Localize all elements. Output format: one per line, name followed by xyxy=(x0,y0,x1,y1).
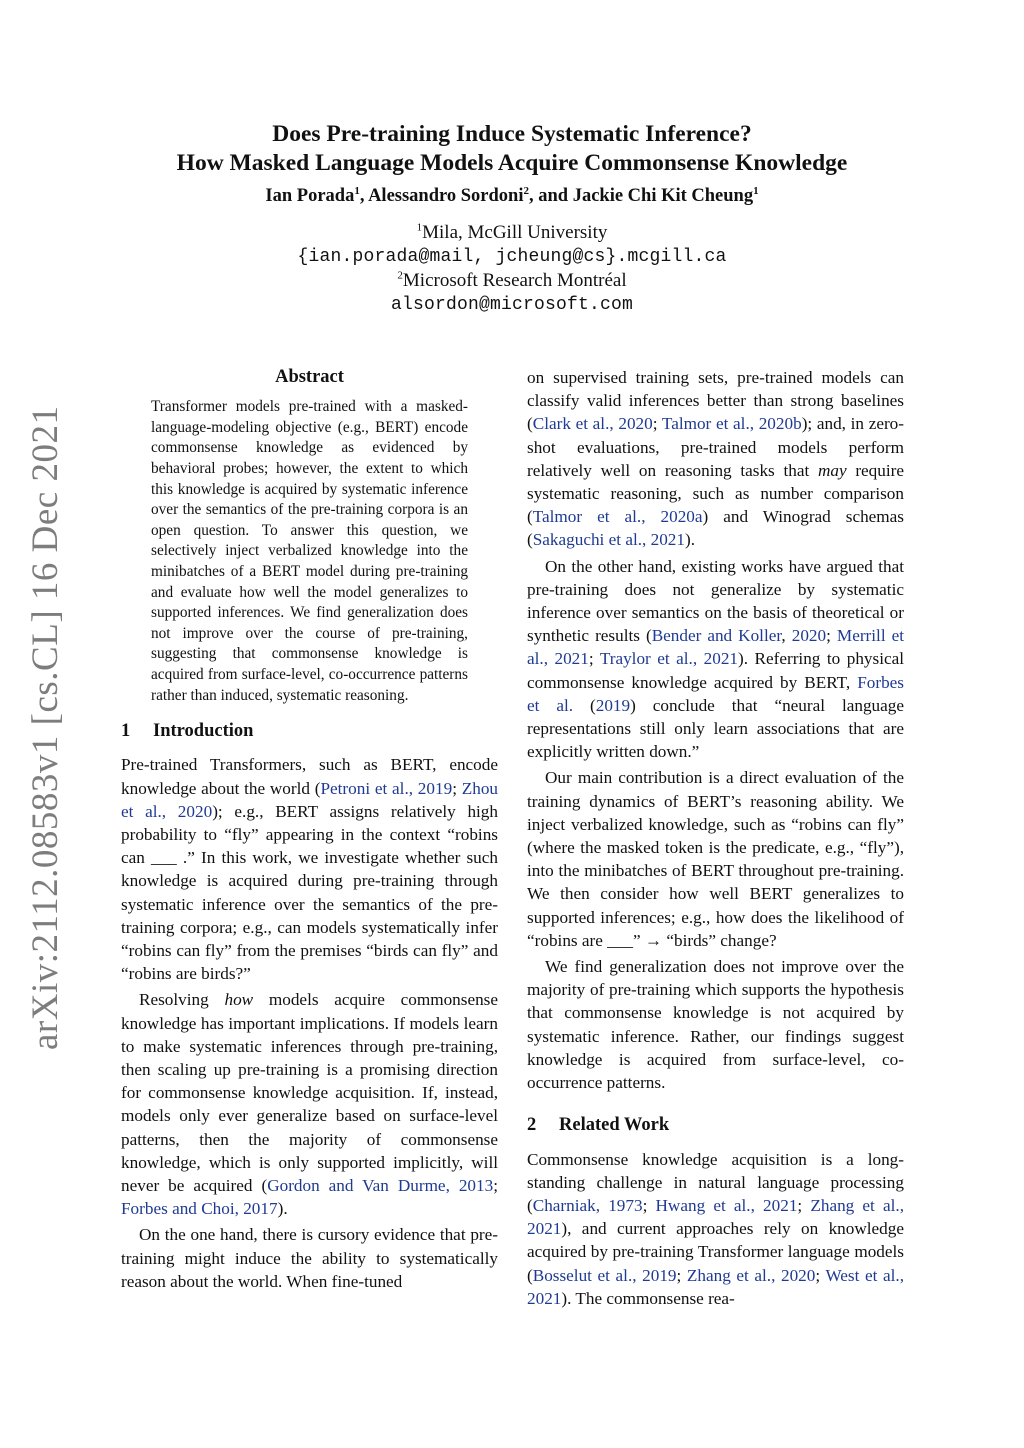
citation-link[interactable]: Forbes et al. xyxy=(527,672,904,715)
section-number: 1 xyxy=(121,721,131,742)
body-text: require systematic reasoning, such as number comparison ( xyxy=(527,460,904,527)
body-text: ; xyxy=(815,1265,826,1285)
body-text: ; xyxy=(676,1265,687,1285)
body-text: ; xyxy=(452,778,462,798)
author-affiliation-mark: 1 xyxy=(753,184,759,197)
paragraph xyxy=(121,1223,498,1293)
citation-link[interactable]: Zhang et al., 2020 xyxy=(686,1265,816,1285)
right-column xyxy=(527,366,904,1310)
citation-link[interactable]: Clark et al., 2020 xyxy=(532,414,653,434)
affiliation-2-emails: alsordon@microsoft.com xyxy=(390,295,634,315)
body-text: We find generalization does not improve over the majority of pre-training which supports the hypothesis that commonsense knowledge is not acquired by systematic inference. Rather, our findings suggest knowledge is acquired from surface-level, co-occurrence patterns. xyxy=(527,957,904,1093)
body-text: Resolving xyxy=(139,990,225,1010)
body-text: ; xyxy=(826,626,837,646)
abstract-text: Transformer models pre-trained with a masked-language-modeling objective (e.g., BERT) encode commonsense knowledge as evidenced by behavioral probes; however, the extent to which this knowledge is acquired by systematic inference over the semantics of the pre-training corpora is an open question. To answer this question, we selectively inject verbalized knowledge into the minibatches of a BERT model during pre-training and evaluate how well the model generalizes to supported inferences. We find generalization does not improve over the course of pre-training, suggesting that commonsense knowledge is acquired from surface-level, co-occurrence patterns rather than induced, systematic reasoning. xyxy=(151,398,468,704)
body-text: models acquire commonsense knowledge has important implications. If models learn to make systematic inferences through pre-training, then scaling up pre-training is a promising direction for commonsense knowledge acquisition. If, instead, models only ever generalize based on surface-level patterns, then the majority of commonsense knowledge, which is only supported implicitly, will never be acquired ( xyxy=(121,990,498,1195)
citation-link[interactable]: Talmor et al., 2020a xyxy=(532,507,703,527)
citation-link[interactable]: Zhang et al., 2021 xyxy=(527,1195,904,1239)
affiliation-1 xyxy=(0,221,1024,245)
section-heading-related-work xyxy=(527,1114,904,1137)
body-text: Commonsense knowledge acquisition is a long-standing challenge in natural language processing ( xyxy=(527,1149,904,1215)
citation-link[interactable]: Forbes and Choi, 2017 xyxy=(121,1199,278,1219)
section-number: 2 xyxy=(527,1115,537,1136)
body-text: ). Referring to physical commonsense knowledge acquired by BERT, xyxy=(527,649,905,692)
paper-title-line-2: How Masked Language Models Acquire Commonsense Knowledge xyxy=(176,150,848,176)
paragraph xyxy=(121,753,498,985)
author-name: Jackie Chi Kit Cheung xyxy=(572,186,754,206)
body-text: Pre-trained Transformers, such as BERT, encode knowledge about the world ( xyxy=(121,755,498,798)
author-separator: , xyxy=(359,186,369,206)
citation-link[interactable]: 2019 xyxy=(595,695,631,715)
emphasis-text: may xyxy=(817,460,847,480)
body-text: on supervised training sets, pre-trained models can classify valid inferences better than strong baselines ( xyxy=(527,368,904,434)
paragraph xyxy=(121,988,498,1220)
citation-link[interactable]: Petroni et al., 2019 xyxy=(320,778,453,798)
section-title: Related Work xyxy=(559,1115,670,1136)
citation-link[interactable]: Hwang et al., 2021 xyxy=(655,1195,798,1215)
body-text: ); and, in zero-shot evaluations, pre-trained models perform relatively well on reasoning tasks that xyxy=(527,414,905,480)
affiliations xyxy=(0,221,1024,317)
body-text: ) and Winograd schemas ( xyxy=(527,507,904,550)
body-text: ) conclude that “neural language representations still only learn associations that are explicitly written down.” xyxy=(527,695,904,762)
citation-link[interactable]: Bosselut et al., 2019 xyxy=(532,1265,677,1285)
affiliation-2 xyxy=(0,269,1024,293)
affiliation-mark: 1 xyxy=(416,221,423,234)
body-text: On the one hand, there is cursory evidence that pre-training might induce the ability to systematically reason about the world. When fine-tuned xyxy=(121,1225,498,1291)
intro-continued-body xyxy=(527,366,904,1094)
body-text: ; xyxy=(588,649,600,669)
section-heading-introduction xyxy=(121,720,498,743)
author-name: Ian Porada xyxy=(265,186,355,206)
section-title: Introduction xyxy=(153,721,254,742)
body-text: ; xyxy=(642,1195,656,1215)
body-text: ); e.g., BERT assigns relatively high probability to “fly” appearing in the context “robins can ___ .” In this work, we investigate whether such knowledge is acquired during pre-training through systematic inference over the semantics of the pre-training corpora; e.g., can models systematically infer “robins can fly” from the premises “birds can fly” and “robins are birds?” xyxy=(121,801,498,984)
affiliation-mark: 2 xyxy=(397,269,403,282)
affiliation-name: Microsoft Research Montréal xyxy=(402,270,627,291)
citation-link[interactable]: Gordon and Van Durme, 2013 xyxy=(267,1175,494,1195)
emphasis-text: how xyxy=(224,990,254,1010)
author-name: Alessandro Sordoni xyxy=(368,186,524,206)
body-text: ; xyxy=(797,1195,811,1215)
body-text: ), and current approaches rely on knowledge acquired by pre-training Transformer language models ( xyxy=(527,1219,904,1285)
intro-body xyxy=(121,753,498,1293)
body-text: ; xyxy=(652,414,662,434)
affiliation-1-emails: {ian.porada@mail, jcheung@cs}.mcgill.ca xyxy=(297,247,727,267)
author-separator: , and xyxy=(528,186,573,206)
paragraph xyxy=(527,366,904,552)
body-text: On the other hand, existing works have argued that pre-training does not generalize by systematic inference over semantics on the basis of theoretical or synthetic results ( xyxy=(527,556,904,646)
citation-link[interactable]: Merrill et al., 2021 xyxy=(527,626,905,669)
paper-title-line-1: Does Pre-training Induce Systematic Inference? xyxy=(272,121,752,147)
arxiv-stamp: arXiv:2112.08583v1 [cs.CL] 16 Dec 2021 xyxy=(25,405,66,1050)
citation-link[interactable]: Zhou et al., 2020 xyxy=(121,778,499,821)
body-text: ( xyxy=(573,695,596,715)
citation-link[interactable]: Sakaguchi et al., 2021 xyxy=(532,530,685,550)
paragraph xyxy=(527,555,904,764)
paragraph xyxy=(527,1148,904,1310)
paragraph xyxy=(527,955,904,1094)
left-column xyxy=(121,366,498,1293)
body-text: ). xyxy=(685,530,696,550)
author-affiliation-mark: 1 xyxy=(354,184,360,197)
body-text: ; xyxy=(493,1175,498,1195)
citation-link[interactable]: Charniak, 1973 xyxy=(532,1195,643,1215)
body-text: ). xyxy=(277,1199,288,1219)
citation-link[interactable]: 2020 xyxy=(791,626,827,646)
citation-link[interactable]: Talmor et al., 2020b xyxy=(661,414,802,434)
body-text: , xyxy=(781,626,792,646)
body-text: ). The commonsense rea- xyxy=(561,1288,735,1308)
author-affiliation-mark: 2 xyxy=(523,184,529,197)
citation-link[interactable]: West et al., 2021 xyxy=(527,1265,904,1308)
related-work-body xyxy=(527,1148,904,1310)
citation-link[interactable]: Bender and Koller xyxy=(651,626,782,646)
paragraph xyxy=(527,766,904,952)
body-text: Our main contribution is a direct evaluation of the training dynamics of BERT’s reasoning ability. We inject verbalized knowledge, such as “robins can fly” (where the masked token is the predicate, e.g., “fly”), into the minibatches of BERT throughout pre-training. We then consider how well BERT generalizes to supported inferences; e.g., how does the likelihood of “robins are ___” → “birds” change? xyxy=(527,768,904,950)
citation-link[interactable]: Traylor et al., 2021 xyxy=(599,649,739,669)
affiliation-name: Mila, McGill University xyxy=(422,222,608,243)
paper-header xyxy=(0,120,1024,317)
abstract-heading: Abstract xyxy=(275,367,344,387)
author-list xyxy=(0,186,1024,207)
